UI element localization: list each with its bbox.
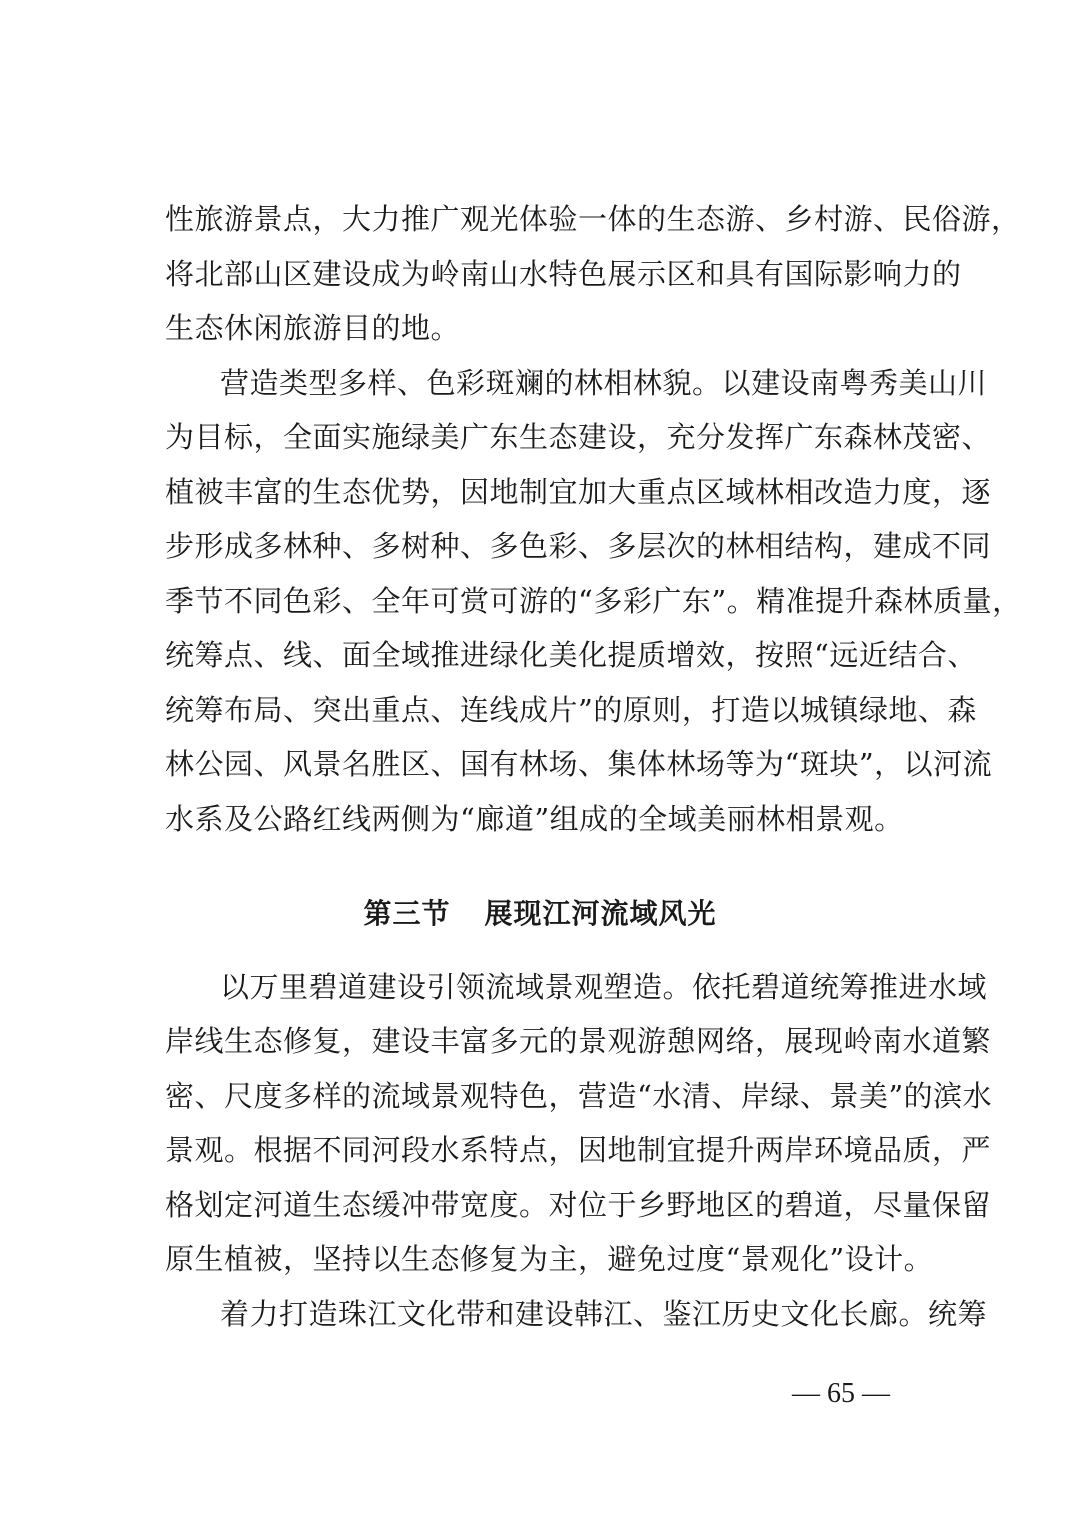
paragraph-2-line-4: 步形成多林种、多树种、多色彩、多层次的林相结构，建成不同 — [165, 529, 992, 563]
section-heading — [165, 887, 915, 941]
paragraph-1-line-1: 性旅游景点，大力推广观光体验一体的生态游、乡村游、民俗游， — [165, 202, 1021, 236]
section-number: 第三节 — [363, 897, 451, 930]
paragraph-1-line-3: 生态休闲旅游目的地。 — [165, 311, 461, 345]
paragraph-1-line-2: 将北部山区建设成为岭南山水特色展示区和具有国际影响力的 — [165, 257, 962, 291]
paragraph-2-line-6: 统筹点、线、面全域推进绿化美化提质增效，按照“远近结合、 — [165, 638, 977, 672]
paragraph-2-line-5: 季节不同色彩、全年可赏可游的“多彩广东”。精准提升森林质量， — [165, 584, 1022, 618]
section-title: 展现江河流域风光 — [484, 897, 717, 930]
paragraph-2-line-8: 林公园、风景名胜区、国有林场、集体林场等为“斑块”，以河流 — [165, 747, 993, 781]
paragraph-3-line-4: 景观。根据不同河段水系特点，因地制宜提升两岸环境品质，严 — [165, 1133, 992, 1167]
paragraph-3-line-1: 以万里碧道建设引领流域景观塑造。依托碧道统筹推进水域 — [220, 970, 988, 1004]
paragraph-3-line-6: 原生植被，坚持以生态修复为主，避免过度“景观化”设计。 — [165, 1242, 934, 1276]
page-number: — 65 — — [792, 1378, 890, 1409]
paragraph-2-line-1: 营造类型多样、色彩斑斓的林相林貌。以建设南粤秀美山川 — [220, 366, 988, 400]
paragraph-3-line-2: 岸线生态修复，建设丰富多元的景观游憩网络，展现岭南水道繁 — [165, 1024, 992, 1058]
paragraph-3-line-3: 密、尺度多样的流域景观特色，营造“水清、岸绿、景美”的滨水 — [165, 1079, 993, 1113]
paragraph-2-line-9: 水系及公路红线两侧为“廊道”组成的全域美丽林相景观。 — [165, 802, 904, 836]
paragraph-2-line-2: 为目标，全面实施绿美广东生态建设，充分发挥广东森林茂密、 — [165, 420, 992, 454]
paragraph-2-line-3: 植被丰富的生态优势，因地制宜加大重点区域林相改造力度，逐 — [165, 475, 992, 509]
paragraph-2-line-7: 统筹布局、突出重点、连线成片”的原则，打造以城镇绿地、森 — [165, 693, 977, 727]
paragraph-3-line-5: 格划定河道生态缓冲带宽度。对位于乡野地区的碧道，尽量保留 — [165, 1188, 992, 1222]
paragraph-4-line-1: 着力打造珠江文化带和建设韩江、鉴江历史文化长廊。统筹 — [220, 1297, 988, 1331]
